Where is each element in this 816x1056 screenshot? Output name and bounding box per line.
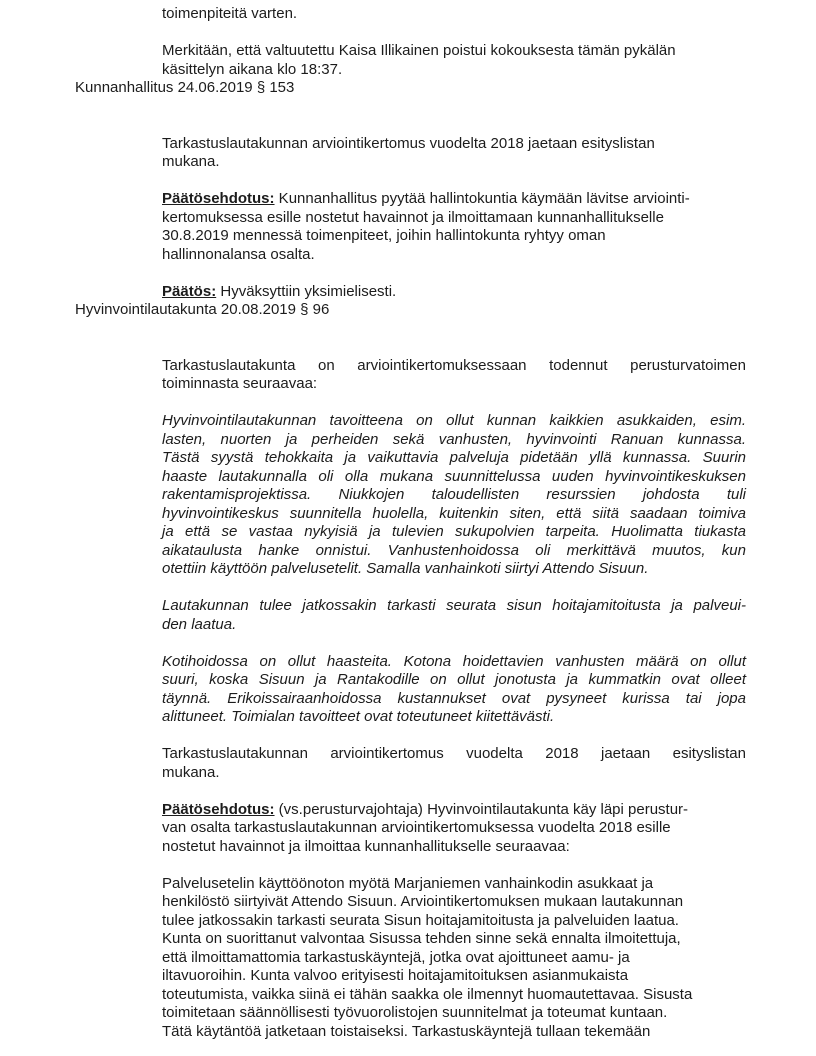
text-line: 30.8.2019 mennessä toimenpiteet, joihin hallintokunta ryhtyy oman <box>162 227 606 244</box>
text-line: Tästä syystä tehokkaita ja vaikuttavia palveluja pidetään yllä kunnassa. Suurin <box>162 449 746 466</box>
text-line: Kunnanhallitus 24.06.2019 § 153 <box>75 79 295 96</box>
text-line: Palvelusetelin käyttöönoton myötä Marjaniemen vanhainkodin asukkaat ja <box>162 874 654 892</box>
text-line: toimenpiteitä varten. <box>162 5 298 22</box>
text-line: mukana. <box>162 763 220 781</box>
text-line: täynnä. Erikoissairaanhoidossa kustannukset ovat pysyneet kurissa tai jopa <box>162 689 746 707</box>
paragraph-tarkastuslautakunta-todennut <box>162 357 746 394</box>
text-line: Kotihoidossa on ollut haasteita. Kotona hoidettavien vanhusten määrä on ollut <box>162 652 746 670</box>
paragraph-lautakunnan-tulee <box>162 597 746 634</box>
text-line: Lautakunnan tulee jatkossakin tarkasti seurata sisun hoitajamitoitusta ja palveui- <box>162 597 746 614</box>
text-line: Päätösehdotus: (vs.perusturvajohtaja) Hyvinvointilautakunta käy läpi perustur- <box>162 800 689 818</box>
text-line: kertomuksessa esille nostetut havainnot ja ilmoittamaan kunnanhallitukselle <box>162 208 664 226</box>
paragraph-merkitaan <box>162 42 746 79</box>
text-line: Hyvinvointilautakunnan tavoitteena on ollut kunnan kaikkien asukkaiden, esim. <box>162 412 746 429</box>
document-text-area <box>0 5 816 1041</box>
paragraph-hyvinvointilautakunnan-tavoitteena <box>162 412 746 579</box>
paragraph-paatosehdotus-2 <box>162 801 746 857</box>
text-line: Merkitään, että valtuutettu Kaisa Illikainen poistui kokouksesta tämän pykälän <box>162 42 676 59</box>
text-line: mukana. <box>162 153 220 170</box>
text-line: toteutumista, vaikka siinä ei tähän saakka ole ilmennyt huomautettavaa. Sisusta <box>162 985 693 1003</box>
text-line: otettiin käyttöön palvelusetelit. Samalla vanhainkoti siirtyi Attendo Sisuun. <box>162 560 649 577</box>
text-line: haaste lautakunnalla oli olla mukana suunnittelussa uuden hyvinvointikeskuksen <box>162 467 746 485</box>
paragraph-arviointikertomus-2 <box>162 745 746 782</box>
text-line: toimitetaan säännöllisesti työvuorolistojen suunnitelmat ja toteumat kuntaan. <box>162 1004 668 1021</box>
text-line: den laatua. <box>162 615 237 633</box>
text-line: Kunta on suorittanut valvontaa Sisussa tehden sinne sekä ennalta ilmoitettuja, <box>162 930 681 947</box>
text-line: aikataulusta hanke onnistui. Vanhustenhoidossa oli merkittävä muutos, kun <box>162 541 746 559</box>
text-line: Päätös: Hyväksyttiin yksimielisesti. <box>162 282 397 300</box>
text-line: Tarkastuslautakunnan arviointikertomus vuodelta 2018 jaetaan esityslistan <box>162 134 655 152</box>
text-line: alittuneet. Toimialan tavoitteet ovat toteutuneet kiitettävästi. <box>162 708 555 725</box>
decision-lead-label: Päätös: <box>162 282 217 300</box>
paragraph-paatosehdotus-1 <box>162 190 746 264</box>
heading-kunnanhallitus <box>75 79 775 98</box>
decision-lead-label: Päätösehdotus: <box>162 190 275 207</box>
text-line: Tarkastuslautakunnan arviointikertomus vuodelta 2018 jaetaan esityslistan <box>162 745 746 762</box>
text-line: hyvinvointikeskus suunnitella huolella, kuitenkin siten, että siitä saadaan toimiva <box>162 504 746 522</box>
text-line: hallinnonalansa osalta. <box>162 245 315 263</box>
paragraph-palvelusetelin <box>162 875 746 1042</box>
paragraph-arviointikertomus-1 <box>162 135 746 172</box>
text-line: käsittelyn aikana klo 18:37. <box>162 60 343 78</box>
text-line: nostetut havainnot ja ilmoittaa kunnanhallitukselle seuraavaa: <box>162 837 570 855</box>
text-line: suuri, koska Sisuun ja Rantakodille on ollut jonotusta ja kummatkin ovat olleet <box>162 671 746 688</box>
text-line: rakentamisprojektissa. Niukkojen taloudellisten resurssien johdosta tuli <box>162 486 746 503</box>
paragraph-paatos <box>162 283 746 302</box>
text-line: Päätösehdotus: Kunnanhallitus pyytää hallintokuntia käymään lävitse arviointi- <box>162 190 690 207</box>
text-line: lasten, nuorten ja perheiden sekä vanhusten, hyvinvointi Ranuan kunnassa. <box>162 430 746 448</box>
heading-hyvinvointilautakunta <box>75 301 775 320</box>
paragraph-kotihoidossa <box>162 653 746 727</box>
text-line: että ilmoittamattomia tarkastuskäyntejä, jotka ovat ajoittuneet aamu- ja <box>162 948 630 966</box>
text-line: henkilöstö siirtyivät Attendo Sisuun. Arviointikertomuksen mukaan lautakunnan <box>162 893 684 910</box>
text-line: toiminnasta seuraavaa: <box>162 375 318 392</box>
text-line: tulee jatkossakin tarkasti seurata Sisun hoitajamitoitusta ja palveluiden laatua. <box>162 911 679 929</box>
text-line: Tätä käytäntöä jatketaan toistaiseksi. Tarkastuskäyntejä tullaan tekemään <box>162 1022 651 1040</box>
paragraph-toimenpiteita <box>162 5 746 24</box>
text-line: Tarkastuslautakunta on arviointikertomuksessaan todennut perusturvatoimen <box>162 356 746 374</box>
text-line: Hyvinvointilautakunta 20.08.2019 § 96 <box>75 301 330 318</box>
text-line: van osalta tarkastuslautakunnan arviointikertomuksessa vuodelta 2018 esille <box>162 819 671 836</box>
text-line: iltavuoroihin. Kunta valvoo erityisesti hoitajamitoituksen asianmukaista <box>162 967 629 984</box>
text-line: ja että se vastaa nykyisiä ja tulevien sukupolvien tarpeita. Huolimatta tiukasta <box>162 523 746 540</box>
decision-lead-label: Päätösehdotus: <box>162 800 275 818</box>
